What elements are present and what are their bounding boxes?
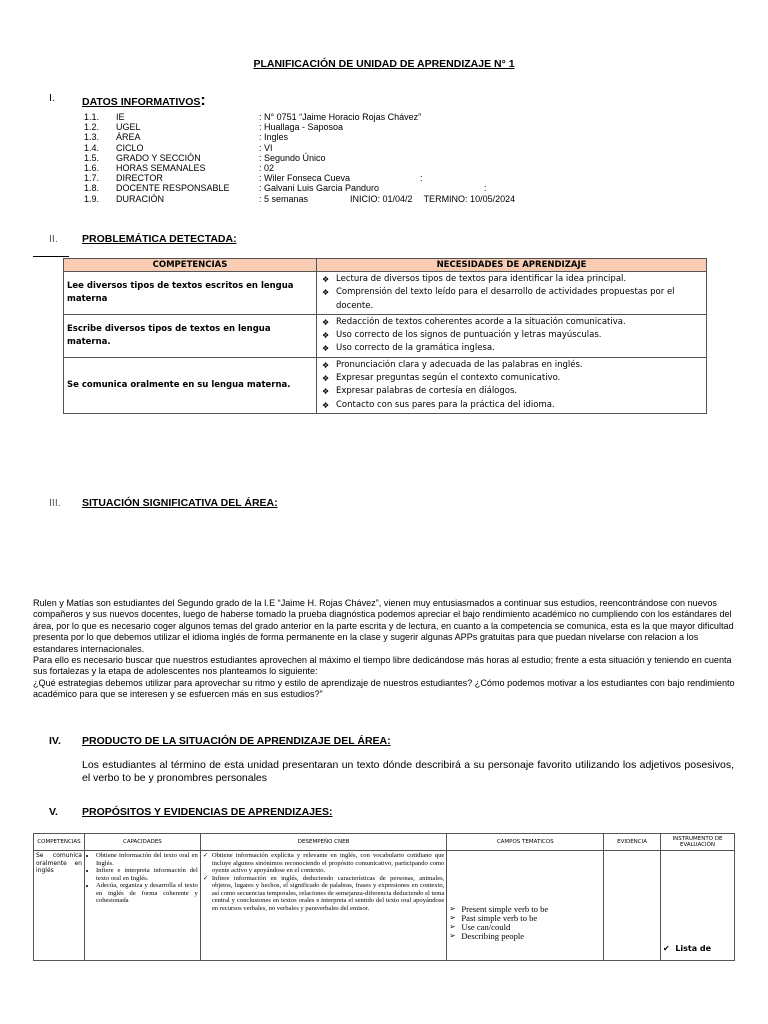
section-1-colon: : bbox=[200, 92, 206, 109]
diamond-bullet-icon: ❖ bbox=[322, 288, 330, 298]
problematica-row bbox=[64, 357, 707, 413]
info-number: 1.8. bbox=[84, 183, 100, 194]
info-value bbox=[259, 173, 515, 183]
section-2-title: PROBLEMÁTICA DETECTADA: bbox=[82, 233, 237, 245]
diamond-bullet-icon: ❖ bbox=[322, 374, 330, 384]
campo-tematico-item: ➢ Use can/could bbox=[449, 923, 601, 932]
section-1-number: I. bbox=[49, 92, 55, 104]
section-3-number: III. bbox=[49, 497, 61, 509]
info-value bbox=[259, 112, 515, 122]
competencia-cell: Se comunica oralmente en su lengua materna. bbox=[64, 357, 317, 413]
necesidades-cell bbox=[317, 357, 707, 413]
necesidades-cell bbox=[317, 272, 707, 315]
info-value bbox=[259, 122, 515, 132]
competencia-cell: Se comunica oralmente en inglés bbox=[34, 851, 85, 961]
campo-tematico-item: ➢ Present simple verb to be bbox=[449, 905, 601, 914]
info-label: DURACIÓN bbox=[116, 193, 165, 204]
document-title: PLANIFICACIÓN DE UNIDAD DE APRENDIZAJE N° 1 bbox=[253, 58, 515, 70]
section-1-heading bbox=[82, 92, 206, 110]
necesidad-text: Comprensión del texto leído para el desarrollo de actividades propuestas por el docente. bbox=[336, 287, 675, 311]
section-4-title: PRODUCTO DE LA SITUACIÓN DE APRENDIZAJE DEL ÁREA: bbox=[82, 735, 391, 747]
info-value-text: : Segundo Único bbox=[259, 152, 326, 163]
info-label: UGEL bbox=[116, 122, 141, 133]
propositos-table bbox=[33, 833, 735, 961]
diamond-bullet-icon: ❖ bbox=[322, 400, 330, 410]
capacidad-item: • Adecúa, organiza y desarrolla el texto en inglés de forma coherente y cohesionada bbox=[96, 882, 198, 905]
necesidad-item bbox=[320, 372, 703, 385]
header-instrumento: INSTRUMENTO DE EVALUACIÓN bbox=[661, 834, 735, 851]
info-value-text: : Wiler Fonseca Cueva bbox=[259, 173, 351, 184]
campo-tematico-item: ➢ Past simple verb to be bbox=[449, 914, 601, 923]
necesidad-item bbox=[320, 385, 703, 398]
info-row bbox=[84, 122, 515, 132]
info-number: 1.5. bbox=[84, 152, 100, 163]
info-number: 1.1. bbox=[84, 112, 100, 122]
problematica-row bbox=[64, 314, 707, 357]
info-label: DOCENTE RESPONSABLE bbox=[116, 183, 230, 194]
necesidad-text: Expresar palabras de cortesía en diálogos. bbox=[336, 386, 518, 397]
info-label: GRADO Y SECCIÓN bbox=[116, 152, 201, 163]
info-value-text: : Galvani Luis Garcia Panduro bbox=[259, 183, 380, 194]
section-2-number: II. bbox=[49, 233, 58, 245]
diamond-bullet-icon: ❖ bbox=[322, 360, 330, 370]
info-number: 1.6. bbox=[84, 163, 100, 174]
necesidad-item bbox=[320, 316, 703, 329]
problematica-row bbox=[64, 272, 707, 315]
header-campos: CAMPOS TEMATICOS bbox=[447, 834, 604, 851]
info-value bbox=[259, 143, 515, 153]
section-1-title: DATOS INFORMATIVOS bbox=[82, 96, 201, 108]
situacion-paragraphs bbox=[33, 598, 735, 701]
necesidad-text: Uso correcto de los signos de puntuación y letras mayúsculas. bbox=[336, 330, 602, 341]
info-row bbox=[84, 143, 515, 153]
info-number: 1.7. bbox=[84, 173, 100, 184]
necesidad-text: Redacción de textos coherentes acorde a la situación comunicativa. bbox=[336, 316, 626, 327]
section-3-title: SITUACIÓN SIGNIFICATIVA DEL ÁREA: bbox=[82, 497, 278, 509]
situacion-paragraph-1: Rulen y Matías son estudiantes del Segundo grado de la I.E “Jaime H. Rojas Chávez”, vienen muy entusiasmados a continuar sus estudios, reencontrándose con nuevos compañeros y sus nuevos docentes, luego de haberse tomado la prueba diagnóstica podemos apreciar el bajo rendimiento académico no cumpliendo con los estándares del área, por lo que es necesario coger algunos temas del grado anterior en la parte escrita y de lectura, en cuanto a la competencia se comunica, esta es la que mayor dificultad presenta por lo que debemos utilizar el idioma inglés de forma permanente en la clase y sugerir algunas APPs gratuitas para que puedan nivelarse con relacion a los estandares internacionales. bbox=[33, 598, 734, 654]
info-row bbox=[84, 163, 515, 173]
info-extra-colon: : bbox=[420, 173, 423, 184]
info-value-text: : N° 0751 “Jaime Horacio Rojas Chávez” bbox=[259, 112, 422, 122]
info-value bbox=[259, 153, 515, 163]
necesidad-text: Contacto con sus pares para la práctica del idioma. bbox=[336, 399, 555, 410]
situacion-paragraph-3: ¿Qué estrategias debemos utilizar para aprovechar su ritmo y estilo de aprendizaje de nuestros estudiantes? ¿Cómo podemos motivar a los estudiantes con bajo rendimiento académico para que se interesen y se esfuercen más en sus estudios?” bbox=[33, 677, 735, 700]
diamond-bullet-icon: ❖ bbox=[322, 387, 330, 397]
info-label: IE bbox=[116, 112, 125, 122]
situacion-paragraph-2: Para ello es necesario buscar que nuestros estudiantes aprovechen al máximo el tiempo libre dedicándose más horas al estudio; frente a esta situación y teniendo en cuenta sus fortalezas y la etapa de adolescentes nos planteamos lo siguiente: bbox=[33, 655, 732, 677]
necesidad-text: Lectura de diversos tipos de textos para identificar la idea principal. bbox=[336, 274, 627, 284]
necesidad-text: Expresar preguntas según el contexto comunicativo. bbox=[336, 373, 561, 384]
divider bbox=[33, 256, 69, 257]
capacidad-item: • Infiere e interpreta información del texto oral en Inglés. bbox=[96, 867, 198, 882]
info-value-text: : Ingles bbox=[259, 132, 289, 143]
header-competencias: COMPETENCIAS bbox=[34, 834, 85, 851]
info-label: CICLO bbox=[116, 142, 144, 153]
header-desempeno: DESEMPEÑO CNEB bbox=[200, 834, 447, 851]
info-value bbox=[259, 163, 515, 173]
diamond-bullet-icon: ❖ bbox=[322, 317, 330, 327]
section-5-title: PROPÓSITOS Y EVIDENCIAS DE APRENDIZAJES: bbox=[82, 806, 333, 818]
header-evidencia: EVIDENCIA bbox=[604, 834, 661, 851]
info-value bbox=[259, 183, 515, 193]
info-value-text: : Huallaga - Saposoa bbox=[259, 122, 344, 133]
info-table bbox=[84, 112, 515, 204]
instrumento-text: Lista de bbox=[675, 943, 712, 953]
info-number: 1.4. bbox=[84, 142, 100, 153]
instrumento-cell bbox=[661, 851, 735, 961]
info-value bbox=[259, 194, 515, 204]
competencia-cell: Escribe diversos tipos de textos en lengua materna. bbox=[64, 314, 317, 357]
campo-tematico-item: ➢ Describing people bbox=[449, 932, 601, 941]
necesidades-cell bbox=[317, 314, 707, 357]
info-value-text: : 02 bbox=[259, 163, 275, 174]
info-inicio: INICIO: 01/04/2 bbox=[350, 193, 413, 204]
necesidad-item bbox=[320, 359, 703, 372]
header-capacidades: CAPACIDADES bbox=[84, 834, 200, 851]
info-value-text: : VI bbox=[259, 142, 273, 153]
section-4-number: IV. bbox=[49, 735, 61, 747]
diamond-bullet-icon: ❖ bbox=[322, 331, 330, 341]
section-5-number: V. bbox=[49, 806, 58, 818]
info-number: 1.9. bbox=[84, 193, 100, 204]
desempeno-cell bbox=[200, 851, 447, 961]
info-extra-colon: : bbox=[484, 183, 487, 194]
info-row bbox=[84, 183, 515, 193]
info-value-text: : 5 semanas bbox=[259, 193, 309, 204]
necesidad-text: Uso correcto de la gramática inglesa. bbox=[336, 343, 495, 354]
desempeno-item: ✓ Obtiene información explícita y relevante en inglés, con vocabulario cotidiano que incluye algunos sinónimos reconociendo el propósito comunicativo, participando como oyente activo y apoyándose en el contexto. bbox=[212, 852, 445, 875]
necesidad-item bbox=[320, 399, 703, 412]
desempeno-item: ✓ Infiere información en inglés, deduciendo características de personas, animales, objetos, lugares y hechos, el significado de palabras, frases y expresiones en contexto, así como secuencias temporales, relaciones de semejanza-diferencia deduciendo el tema central y conclusiones en textos orales e interpreta el sentido del texto oral apoyándose en recursos verbales, no verbales y paraverbales del emisor. bbox=[212, 875, 445, 913]
info-row bbox=[84, 132, 515, 142]
capacidades-cell bbox=[84, 851, 200, 961]
info-row bbox=[84, 194, 515, 204]
necesidad-text: Pronunciación clara y adecuada de las palabras en inglés. bbox=[336, 359, 583, 370]
header-competencias: COMPETENCIAS bbox=[64, 259, 317, 272]
necesidad-item bbox=[320, 286, 703, 313]
info-label: HORAS SEMANALES bbox=[116, 163, 206, 174]
info-number: 1.3. bbox=[84, 132, 100, 143]
campos-cell bbox=[447, 851, 604, 961]
diamond-bullet-icon: ❖ bbox=[322, 344, 330, 354]
info-number: 1.2. bbox=[84, 122, 100, 133]
capacidad-item: • Obtiene información del texto oral en Inglés. bbox=[96, 852, 198, 867]
header-necesidades: NECESIDADES DE APRENDIZAJE bbox=[317, 259, 707, 272]
evidencia-cell bbox=[604, 851, 661, 961]
info-termino: TERMINO: 10/05/2024 bbox=[423, 193, 516, 204]
producto-text: Los estudiantes al término de esta unidad presentaran un texto dónde describirá a su personaje favorito utilizando los adjetivos posesivos, el verbo to be y pronombres personales bbox=[82, 759, 734, 784]
necesidad-item bbox=[320, 329, 703, 342]
info-row bbox=[84, 112, 515, 122]
necesidad-item bbox=[320, 342, 703, 355]
info-row bbox=[84, 153, 515, 163]
info-row bbox=[84, 173, 515, 183]
diamond-bullet-icon: ❖ bbox=[322, 275, 330, 284]
check-icon: ✔ bbox=[663, 943, 670, 953]
info-label: ÁREA bbox=[116, 132, 141, 143]
problematica-table bbox=[63, 258, 707, 414]
necesidad-item bbox=[320, 273, 703, 286]
competencia-cell: Lee diversos tipos de textos escritos en lengua materna bbox=[64, 272, 317, 315]
info-value bbox=[259, 132, 515, 142]
info-label: DIRECTOR bbox=[116, 173, 163, 184]
